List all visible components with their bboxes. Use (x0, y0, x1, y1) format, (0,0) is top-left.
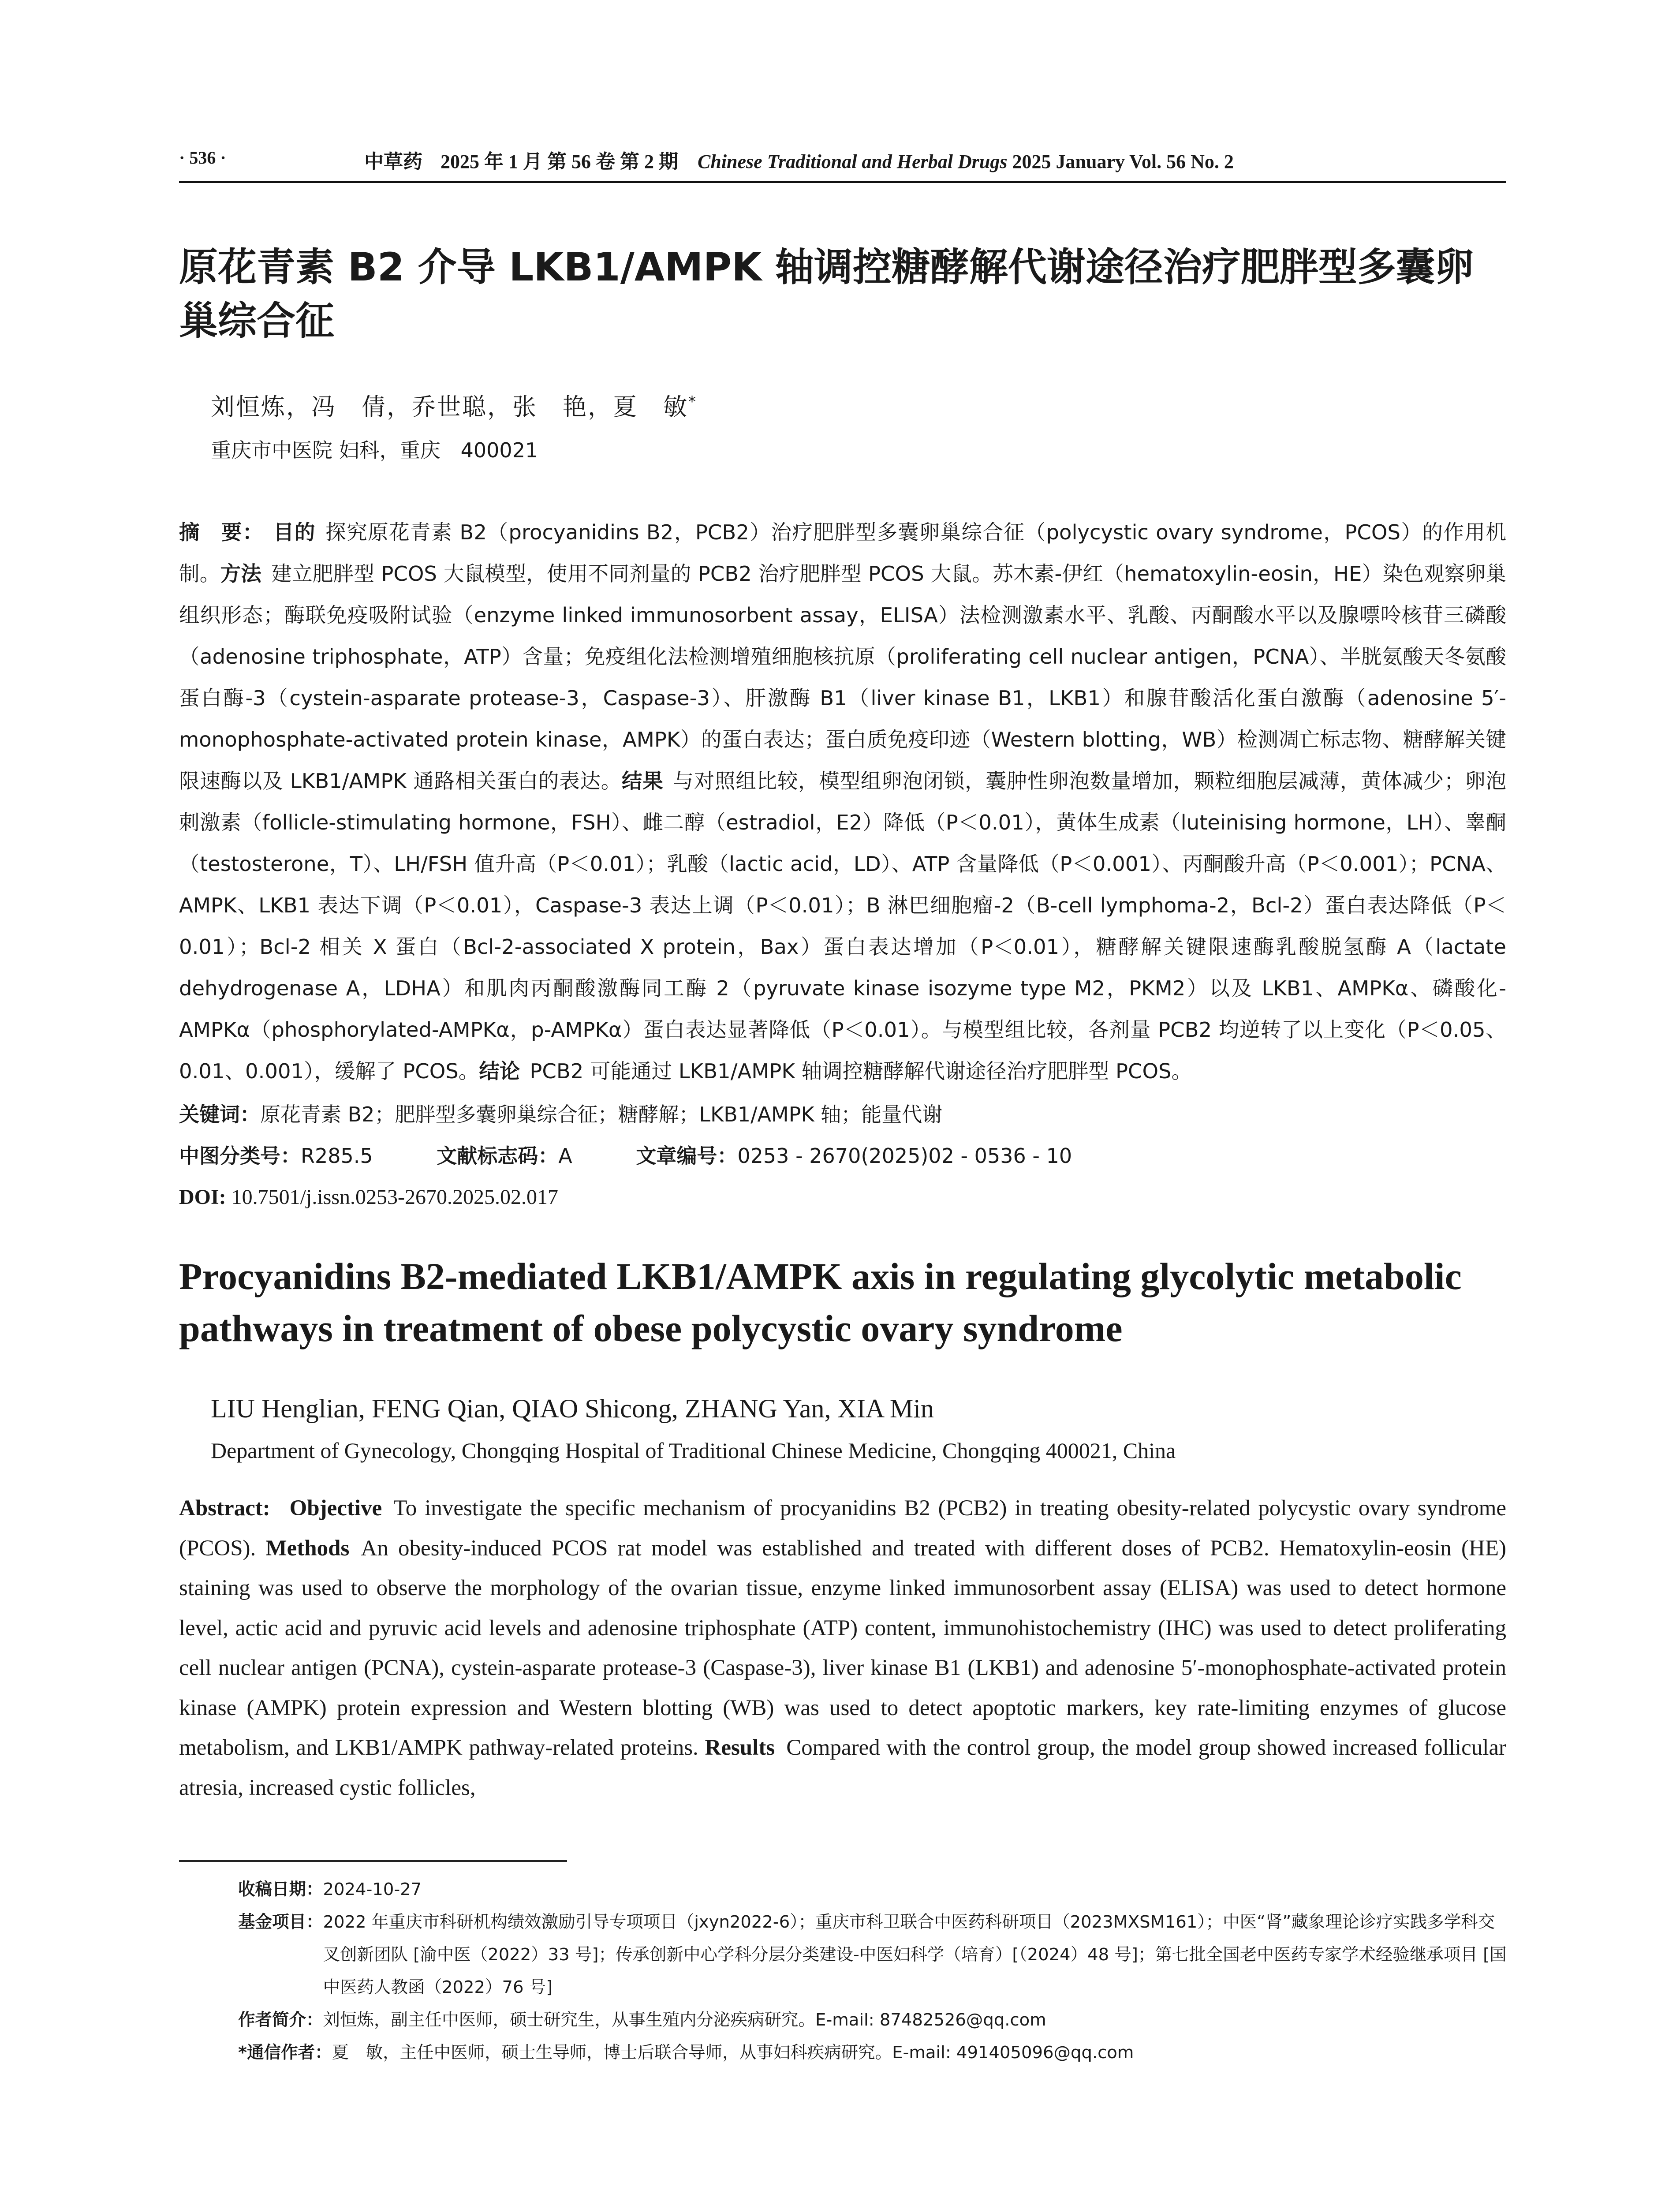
footnote-rule (179, 1860, 567, 1862)
methods-label-cn: 方法 (220, 562, 262, 586)
running-header (179, 141, 1506, 183)
authors-cn (211, 388, 697, 422)
article-no-label: 文章编号： (636, 1144, 738, 1168)
abstract-head-en: Abstract: (179, 1496, 270, 1521)
abstract-head-cn: 摘 要： (179, 520, 264, 544)
article-title-cn: 原花青素 B2 介导 LKB1/AMPK 轴调控糖酵解代谢途径治疗肥胖型多囊卵巢综合征 (179, 244, 1474, 344)
journal-name-en: Chinese Traditional and Herbal Drugs (698, 151, 1008, 172)
page-number: · 536 · (179, 148, 226, 168)
keywords-label: 关键词： (179, 1102, 260, 1126)
affiliation-en: Department of Gynecology, Chongqing Hospital of Traditional Chinese Medicine, Chongqing 400021, China (211, 1438, 1176, 1463)
doi-label: DOI: (179, 1185, 226, 1209)
results-label-en: Results (705, 1735, 775, 1760)
methods-text-cn: 建立肥胖型 PCOS 大鼠模型，使用不同剂量的 PCB2 治疗肥胖型 PCOS 大鼠。苏木素-伊红（hematoxylin-eosin，HE）染色观察卵巢组织形态；酶联免疫吸附试验（enzyme linked immunosorbent assay，ELISA）法检测激素水平、乳酸、丙酮酸水平以及腺嘌呤核苷三磷酸（adenosine triphosphate，ATP）含量；免疫组化法检测增殖细胞核抗原（proliferating cell nuclear antigen，PCNA）、半胱氨酸天冬氨酸蛋白酶-3（cystein-asparate protease-3，Caspase-3）、肝激酶 B1（liver kinase B1，LKB1）和腺苷酸活化蛋白激酶（adenosine 5′-monophosphate-activated protein kinase，AMPK）的蛋白表达；蛋白质免疫印迹（Western blotting，WB）检测凋亡标志物、糖酵解关键限速酶以及 LKB1/AMPK 通路相关蛋白的表达。 (179, 562, 1506, 793)
classification-line (179, 1135, 1506, 1177)
clc-label: 中图分类号： (179, 1144, 301, 1168)
journal-issue-line (364, 146, 1234, 174)
article-title-en: Procyanidins B2-mediated LKB1/AMPK axis in regulating glycolytic metabolic pathways in treatment of obese polycystic ovary syndrome (179, 1255, 1462, 1349)
footnotes (238, 1873, 1508, 2069)
abstract-cn (179, 512, 1506, 1092)
results-text-cn: 与对照组比较，模型组卵泡闭锁，囊肿性卵泡数量增加，颗粒细胞层减薄，黄体减少；卵泡刺激素（follicle-stimulating hormone，FSH）、雌二醇（estradiol，E2）降低（P＜0.01），黄体生成素（luteinising hormone，LH）、睾酮（testosterone，T）、LH/FSH 值升高（P＜0.01）；乳酸（lactic acid，LD）、ATP 含量降低（P＜0.001）、丙酮酸升高（P＜0.001）；PCNA、AMPK、LKB1 表达下调（P＜0.01），Caspase-3 表达上调（P＜0.01）；B 淋巴细胞瘤-2（B-cell lymphoma-2，Bcl-2）蛋白表达降低（P＜0.01）；Bcl-2 相关 X 蛋白（Bcl-2-associated X protein，Bax）蛋白表达增加（P＜0.01），糖酵解关键限速酶乳酸脱氢酶 A（lactate dehydrogenase A，LDHA）和肌肉丙酮酸激酶同工酶 2（pyruvate kinase isozyme type M2，PKM2）以及 LKB1、AMPKα、磷酸化-AMPKα（phosphorylated-AMPKα，p-AMPKα）蛋白表达显著降低（P＜0.01）。与模型组比较，各剂量 PCB2 均逆转了以上变化（P＜0.05、0.01、0.001），缓解了 PCOS。 (179, 769, 1507, 1083)
journal-name-cn: 中草药 (364, 150, 422, 173)
issue-en: 2025 January Vol. 56 No. 2 (1012, 151, 1234, 172)
keywords-cn (179, 1094, 1506, 1135)
conclusion-label-cn: 结论 (479, 1059, 520, 1083)
author-list-cn: 刘恒炼，冯 倩，乔世聪，张 艳，夏 敏 (211, 393, 688, 421)
clc-value: R285.5 (301, 1144, 373, 1168)
keywords-text: 原花青素 B2；肥胖型多囊卵巢综合征；糖酵解；LKB1/AMPK 轴；能量代谢 (260, 1102, 943, 1126)
conclusion-text-cn: PCB2 可能通过 LKB1/AMPK 轴调控糖酵解代谢途径治疗肥胖型 PCOS。 (530, 1059, 1192, 1083)
affiliation-cn: 重庆市中医院 妇科，重庆 400021 (211, 438, 538, 462)
doc-code-value: A (558, 1144, 572, 1168)
objective-label-cn: 目的 (273, 520, 316, 544)
doc-code-label: 文献标志码： (437, 1144, 559, 1168)
objective-text-en: To investigate the specific mechanism of procyanidins B2 (PCB2) in treating obesity-related polycystic ovary syndrome (PCOS). (179, 1496, 1506, 1561)
results-text-en: Compared with the control group, the model group showed increased follicular atresia, increased cystic follicles, (179, 1735, 1506, 1800)
objective-label-en: Objective (289, 1496, 382, 1521)
footnote-corresponding: *通信作者： 夏 敏，主任中医师，硕士生导师，博士后联合导师，从事妇科疾病研究。E-mail: 491405096@qq.com (238, 2043, 1134, 2063)
doi-value: 10.7501/j.issn.0253-2670.2025.02.017 (231, 1185, 559, 1209)
issue-cn: 2025 年 1 月 第 56 卷 第 2 期 (441, 151, 678, 172)
footnote-author-bio: 作者简介： 刘恒炼，副主任中医师，硕士研究生，从事生殖内分泌疾病研究。E-mail: 87482526@qq.com (238, 2010, 1046, 2030)
footnote-funding: 基金项目： 2022 年重庆市科研机构绩效激励引导专项项目（jxyn2022-6）；重庆市科卫联合中医药科研项目（2023MXSM161）；中医“肾”藏象理论诊疗实践多学科交叉创新团队 [渝中医（2022）33 号]；传承创新中心学科分层分类建设-中医妇科学（培育）[（2024）48 号]；第七批全国老中医药专家学术经验继承项目 [国中医药人教函（2022）76 号] (238, 1912, 1507, 1997)
article-no-value: 0253 - 2670(2025)02 - 0536 - 10 (737, 1144, 1072, 1168)
footnote-received: 收稿日期： 2024-10-27 (238, 1880, 422, 1899)
authors-en: LIU Henglian, FENG Qian, QIAO Shicong, ZHANG Yan, XIA Min (211, 1394, 934, 1423)
methods-label-en: Methods (265, 1536, 350, 1561)
corresponding-mark: * (688, 393, 697, 411)
objective-text-cn: 探究原花青素 B2（procyanidins B2，PCB2）治疗肥胖型多囊卵巢综合征（polycystic ovary syndrome，PCOS）的作用机制。 (179, 520, 1507, 586)
methods-text-en: An obesity-induced PCOS rat model was established and treated with different doses of PCB2. Hematoxylin-eosin (HE) staining was used to observe the morphology of the ovarian tissue, enzyme linked immunosorbent assay (ELISA) was used to detect hormone level, actic acid and pyruvic acid levels and adenosine triphosphate (ATP) content, immunohistochemistry (IHC) was used to detect proliferating cell nuclear antigen (PCNA), cystein-asparate protease-3 (Caspase-3), liver kinase B1 (LKB1) and adenosine 5′-monophosphate-activated protein kinase (AMPK) protein expression and Western blotting (WB) was used to detect apoptotic markers, key rate-limiting enzymes of glucose metabolism, and LKB1/AMPK pathway-related proteins. (179, 1536, 1506, 1760)
results-label-cn: 结果 (621, 769, 664, 793)
abstract-en (179, 1488, 1506, 1808)
doi-line (179, 1177, 1506, 1218)
